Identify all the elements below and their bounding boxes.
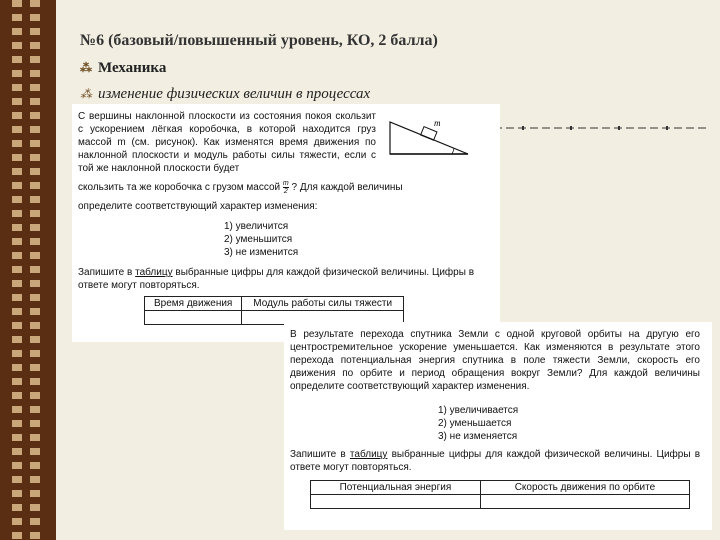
inclined-plane-figure (388, 112, 470, 158)
table-header: Потенциальная энергия (311, 481, 481, 495)
task-panel-satellite (284, 322, 712, 530)
svg-text:m: m (434, 118, 441, 128)
bullet-marker-icon: ⁂ (80, 61, 92, 75)
decorative-line (470, 126, 710, 130)
task-text: С вершины наклонной плоскости из состояния покоя скользит с ускорением лёгкая коробочка, в которой находится груз массой m (см. рисунок). Как изменятся время движения по наклонной плоскости и модуль работы силы тяжести, если с той же наклонной плоскости будет (78, 111, 376, 174)
task-text-line: определите соответствующий характер изменения: (78, 201, 318, 212)
bullet-text: Механика (98, 60, 167, 76)
table-header: Скорость движения по орбите (480, 481, 689, 495)
option-item: 2) уменьшится (224, 234, 293, 245)
instruction-text: Запишите в таблицу выбранные цифры для каждой физической величины. Цифры в ответе могут повторяться. (290, 449, 701, 473)
table-header: Модуль работы силы тяжести (242, 297, 404, 311)
bullet-item (80, 86, 370, 103)
answer-options (438, 404, 518, 443)
answer-table (310, 480, 690, 509)
answer-cell[interactable] (480, 495, 689, 509)
answer-cell[interactable] (145, 311, 242, 325)
decorative-rail-right (30, 0, 40, 540)
option-item: 3) не изменится (224, 247, 299, 258)
answer-options (224, 220, 298, 259)
decorative-rail-left (12, 0, 22, 540)
answer-table (144, 296, 404, 325)
table-header: Время движения (145, 297, 242, 311)
task-text-line: скользить та же коробочка с грузом массой $\frac{m}{2}$ ? Для каждой величины (78, 180, 403, 195)
bullet-item (80, 60, 166, 77)
option-item: 1) увеличится (224, 221, 289, 232)
fraction: $\frac{m}{2}$ (282, 180, 289, 195)
instruction-text: Запишите в таблицу выбранные цифры для каждой физической величины. Цифры в ответе могут повторяться. (78, 267, 475, 291)
task-text: В результате перехода спутника Земли с одной круговой орбиты на другую его центростремительное ускорение уменьшается. Как изменяются в результате этого перехода потенциальная энергия спутника в поле тяжести Земли, скорость его движения по орбите и период обращения вокруг Земли? Для каждой величины определите соответствующий характер изменения. (290, 329, 700, 392)
option-item: 3) не изменяется (438, 431, 518, 442)
decorative-side-band (0, 0, 56, 540)
bullet-text: изменение физических величин в процессах (98, 86, 371, 102)
answer-cell[interactable] (311, 495, 481, 509)
option-item: 1) увеличивается (438, 405, 519, 416)
bullet-marker-icon: ⁂ (80, 87, 92, 101)
slide-title: №6 (базовый/повышенный уровень, КО, 2 балла) (80, 32, 438, 49)
option-item: 2) уменьшается (438, 418, 512, 429)
